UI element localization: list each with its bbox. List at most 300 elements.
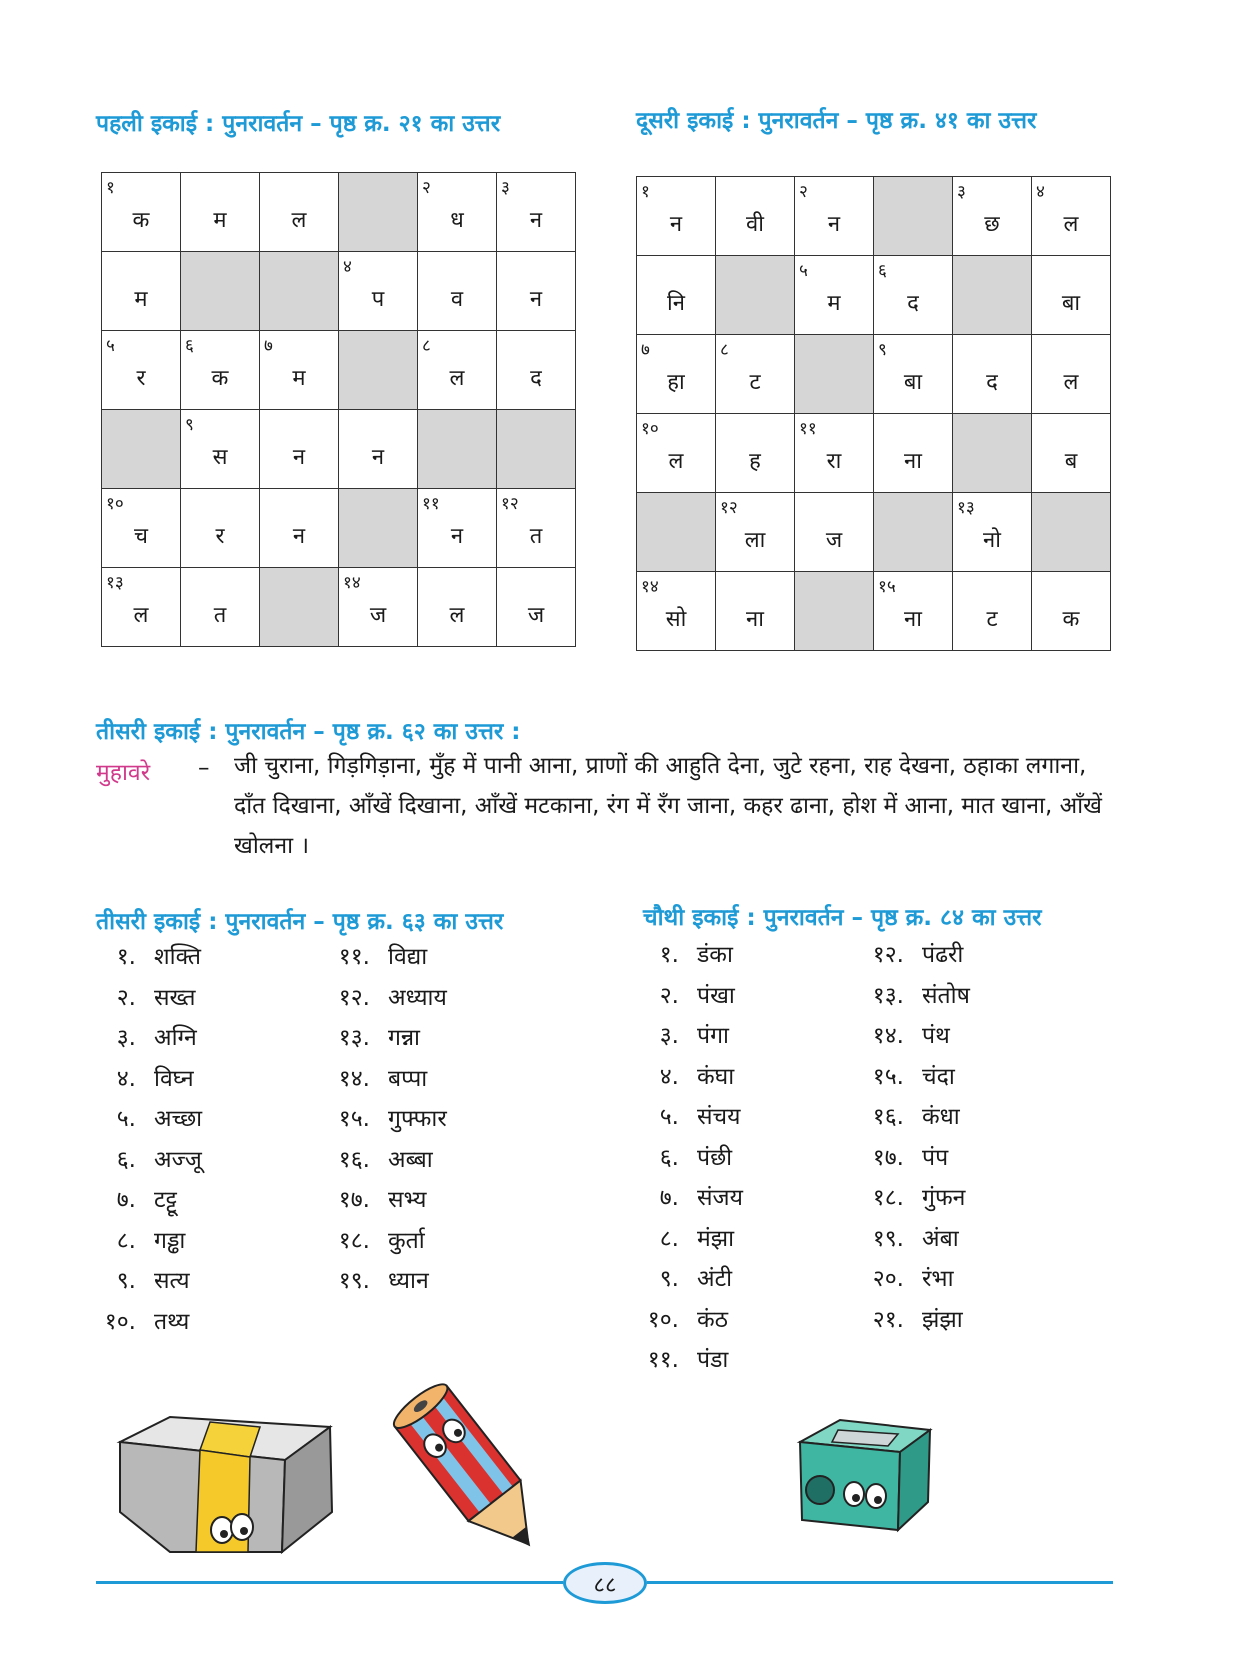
cell-letter: क — [211, 366, 229, 391]
list-item — [625, 1097, 743, 1138]
grid-cell — [260, 410, 339, 489]
grid-cell — [716, 335, 795, 414]
blocked-cell — [953, 256, 1032, 335]
item-word: गुफ्फार — [388, 1106, 447, 1132]
cell-letter: न — [292, 445, 306, 470]
grid-cell — [497, 489, 576, 568]
cell-letter: ल — [449, 603, 465, 628]
list-item — [850, 1138, 970, 1179]
item-word: विघ्न — [154, 1065, 194, 1092]
blocked-cell — [339, 489, 418, 568]
clue-number: १५ — [878, 577, 896, 597]
cell-letter: ला — [744, 528, 766, 553]
grid-cell — [260, 489, 339, 568]
clue-number: ५ — [799, 261, 808, 281]
cell-letter: बा — [903, 370, 923, 395]
cell-letter: ल — [291, 208, 307, 233]
grid-cell — [953, 572, 1032, 651]
cell-letter: न — [371, 445, 385, 470]
cell-letter: म — [213, 208, 227, 233]
cell-letter: द — [530, 366, 542, 391]
item-number: १२. — [872, 942, 904, 968]
grid-cell — [181, 173, 260, 252]
item-word: ध्यान — [388, 1268, 429, 1294]
clue-number: ११ — [799, 419, 817, 439]
grid-cell — [339, 252, 418, 331]
blocked-cell — [795, 335, 874, 414]
item-number: १४. — [338, 1065, 370, 1092]
cell-letter: व — [450, 287, 464, 312]
grid-cell — [102, 173, 181, 252]
answer-list-63-col2 — [316, 937, 447, 1302]
heading-unit2-answer: दूसरी इकाई : पुनरावर्तन – पृष्ठ क्र. ४१ का उत्तर — [636, 108, 1037, 134]
cell-letter: ल — [449, 366, 465, 391]
item-number: ७. — [659, 1185, 679, 1211]
blocked-cell — [339, 173, 418, 252]
list-item — [316, 1221, 447, 1262]
item-number: १८. — [338, 1227, 370, 1254]
item-number: १८. — [872, 1185, 904, 1211]
cell-letter: क — [132, 208, 150, 233]
cell-letter: र — [215, 524, 225, 549]
heading-unit1-answer: पहली इकाई : पुनरावर्तन – पृष्ठ क्र. २१ का उत्तर — [96, 111, 501, 137]
clue-number: ५ — [106, 336, 115, 356]
grid-cell — [418, 331, 497, 410]
cell-letter: रा — [826, 449, 842, 474]
grid-cell — [716, 177, 795, 256]
clue-number: ८ — [720, 340, 729, 360]
grid-row — [637, 414, 1111, 493]
item-number: १९. — [872, 1225, 904, 1252]
item-number: २०. — [872, 1266, 904, 1292]
idioms-dash: – — [198, 755, 210, 781]
grid-row — [637, 572, 1111, 651]
list-item — [82, 1221, 202, 1262]
cell-letter: सो — [665, 607, 687, 632]
item-number: ५. — [116, 1106, 136, 1132]
clue-number: ६ — [878, 261, 887, 281]
clue-number: १० — [641, 419, 659, 439]
item-number: १५. — [338, 1106, 370, 1132]
blocked-cell — [1032, 493, 1111, 572]
item-word: गड्ढा — [154, 1227, 186, 1254]
blocked-cell — [181, 252, 260, 331]
item-number: १३. — [872, 982, 904, 1009]
cell-letter: ब — [1064, 449, 1078, 474]
grid-cell — [102, 252, 181, 331]
footer-rule-left — [96, 1581, 563, 1584]
blocked-cell — [953, 414, 1032, 493]
item-word: विद्या — [388, 944, 428, 970]
item-number: १३. — [338, 1025, 370, 1051]
grid-row — [102, 252, 576, 331]
grid-cell — [953, 493, 1032, 572]
list-item — [316, 1059, 447, 1100]
cell-letter: न — [669, 212, 683, 237]
clue-number: १ — [641, 182, 650, 202]
idioms-label: मुहावरे — [96, 760, 151, 786]
grid-cell — [795, 256, 874, 335]
answer-list-84-col1 — [625, 935, 743, 1381]
cell-letter: न — [529, 287, 543, 312]
grid-row — [102, 173, 576, 252]
clue-number: १२ — [720, 498, 738, 518]
list-item — [82, 1099, 202, 1140]
cell-letter: ल — [668, 449, 684, 474]
cell-letter: बा — [1061, 291, 1081, 316]
item-number: २. — [659, 982, 679, 1009]
grid-cell — [418, 489, 497, 568]
item-number: ८. — [659, 1225, 679, 1252]
grid-cell — [716, 572, 795, 651]
blocked-cell — [260, 568, 339, 647]
item-number: ९. — [116, 1268, 136, 1294]
blocked-cell — [716, 256, 795, 335]
cell-letter: ज — [369, 603, 387, 628]
item-word: कंठ — [697, 1306, 729, 1333]
grid-cell — [1032, 177, 1111, 256]
item-number: २१. — [872, 1306, 904, 1333]
blocked-cell — [874, 177, 953, 256]
item-number: ११. — [647, 1347, 679, 1373]
footer-rule-right — [647, 1581, 1113, 1584]
item-word: टट्टू — [154, 1187, 177, 1213]
grid-cell — [637, 256, 716, 335]
crossword-grid-unit1 — [101, 172, 576, 647]
grid-row — [102, 410, 576, 489]
cell-letter: ट — [986, 607, 998, 632]
clue-number: ८ — [422, 336, 431, 356]
item-number: २. — [116, 984, 136, 1011]
list-item — [316, 1140, 447, 1181]
clue-number: ६ — [185, 336, 194, 356]
cell-letter: न — [529, 208, 543, 233]
blocked-cell — [637, 493, 716, 572]
heading-unit3-page62: तीसरी इकाई : पुनरावर्तन – पृष्ठ क्र. ६२ का उत्तर : — [96, 719, 521, 745]
list-item — [316, 937, 447, 978]
item-word: झंझा — [922, 1306, 963, 1333]
clue-number: १४ — [641, 577, 659, 597]
item-word: रंभा — [922, 1266, 954, 1292]
list-item — [82, 1059, 202, 1100]
item-word: गुंफन — [922, 1185, 966, 1211]
heading-unit4-page84: चौथी इकाई : पुनरावर्तन – पृष्ठ क्र. ८४ का उत्तर — [643, 905, 1042, 931]
list-item — [82, 1018, 202, 1059]
item-number: ८. — [116, 1227, 136, 1254]
grid-cell — [181, 568, 260, 647]
list-item — [625, 935, 743, 976]
list-item — [850, 976, 970, 1017]
item-word: अज्जू — [154, 1146, 202, 1173]
item-number: ४. — [116, 1065, 136, 1092]
item-word: अब्बा — [388, 1146, 433, 1173]
item-number: ७. — [116, 1187, 136, 1213]
grid-cell — [497, 252, 576, 331]
cell-letter: न — [450, 524, 464, 549]
list-item — [850, 1097, 970, 1138]
clue-number: ४ — [343, 257, 352, 277]
list-item — [625, 1340, 743, 1381]
item-number: १०. — [104, 1308, 136, 1335]
item-number: १६. — [338, 1146, 370, 1173]
list-item — [82, 1302, 202, 1343]
cell-letter: ना — [904, 607, 922, 632]
list-item — [625, 976, 743, 1017]
item-number: ५. — [659, 1104, 679, 1130]
item-word: पंथ — [922, 1023, 950, 1049]
grid-cell — [1032, 256, 1111, 335]
item-number: १७. — [872, 1144, 904, 1171]
idioms-text: जी चुराना, गिड़गिड़ाना, मुँह में पानी आना, प्राणों की आहुति देना, जुटे रहना, राह देखना, ठहाका लगाना, दाँत दिखाना, आँखें दिखाना, आँखें मटकाना, रंग में रँग जाना, कहर ढाना, होश में आना, मात खाना, आँखें खोलना । — [234, 753, 1102, 859]
list-item — [625, 1138, 743, 1179]
list-item — [82, 1140, 202, 1181]
item-word: सभ्य — [388, 1187, 427, 1213]
item-word: बप्पा — [388, 1065, 428, 1092]
list-item — [625, 1300, 743, 1341]
item-word: पंछी — [697, 1144, 733, 1171]
cell-letter: ल — [1063, 212, 1079, 237]
cell-letter: ट — [749, 370, 761, 395]
item-word: पंगा — [697, 1023, 729, 1049]
cell-letter: वी — [746, 212, 764, 237]
item-number: ९. — [659, 1266, 679, 1292]
grid-cell — [874, 414, 953, 493]
item-number: ६. — [659, 1144, 679, 1171]
item-word: संचय — [697, 1104, 741, 1130]
item-number: १५. — [872, 1063, 904, 1090]
grid-cell — [339, 410, 418, 489]
blocked-cell — [795, 572, 874, 651]
cell-letter: छ — [984, 212, 1000, 237]
list-item — [316, 1099, 447, 1140]
list-item — [850, 1178, 970, 1219]
list-item — [316, 1261, 447, 1302]
item-word: अंटी — [697, 1266, 733, 1292]
item-number: १०. — [647, 1306, 679, 1333]
item-word: मंझा — [697, 1225, 735, 1252]
item-word: संतोष — [922, 982, 970, 1009]
grid-row — [637, 335, 1111, 414]
cell-letter: नि — [667, 291, 685, 316]
grid-row — [102, 489, 576, 568]
blocked-cell — [874, 493, 953, 572]
grid-cell — [339, 568, 418, 647]
list-item — [316, 1180, 447, 1221]
clue-number: १२ — [501, 494, 519, 514]
blocked-cell — [339, 331, 418, 410]
clue-number: ११ — [422, 494, 440, 514]
item-number: १. — [116, 944, 136, 970]
list-item — [850, 1300, 970, 1341]
cell-letter: र — [136, 366, 146, 391]
grid-row — [637, 256, 1111, 335]
cell-letter: म — [134, 287, 148, 312]
cell-letter: न — [292, 524, 306, 549]
clue-number: ७ — [264, 336, 273, 356]
blocked-cell — [497, 410, 576, 489]
page-number: ८८ — [563, 1562, 647, 1604]
list-item — [82, 1180, 202, 1221]
list-item — [82, 937, 202, 978]
clue-number: १० — [106, 494, 124, 514]
item-word: पंप — [922, 1144, 949, 1171]
grid-cell — [874, 572, 953, 651]
grid-cell — [260, 331, 339, 410]
crossword-grid-unit2 — [636, 176, 1111, 651]
grid-cell — [795, 493, 874, 572]
clue-number: १३ — [957, 498, 975, 518]
item-word: संजय — [697, 1185, 743, 1211]
item-number: ३. — [116, 1025, 136, 1051]
cell-letter: च — [134, 524, 148, 549]
pencil-icon — [390, 1374, 570, 1574]
cell-letter: ज — [825, 528, 843, 553]
cell-letter: ना — [746, 607, 764, 632]
grid-cell — [181, 489, 260, 568]
item-word: अंबा — [922, 1225, 959, 1252]
grid-cell — [102, 568, 181, 647]
cell-letter: क — [1062, 607, 1080, 632]
cell-letter: त — [213, 603, 227, 628]
grid-cell — [102, 489, 181, 568]
item-word: कंधा — [922, 1104, 960, 1130]
item-number: १४. — [872, 1023, 904, 1049]
list-item — [850, 935, 970, 976]
list-item — [82, 1261, 202, 1302]
item-number: ४. — [659, 1063, 679, 1090]
cell-letter: प — [371, 287, 385, 312]
grid-cell — [716, 493, 795, 572]
grid-cell — [497, 173, 576, 252]
cell-letter: ल — [1063, 370, 1079, 395]
sharpener-icon — [780, 1412, 940, 1542]
item-number: १७. — [338, 1187, 370, 1213]
grid-row — [102, 331, 576, 410]
clue-number: २ — [422, 178, 431, 198]
clue-number: ७ — [641, 340, 650, 360]
clue-number: १३ — [106, 573, 124, 593]
list-item — [625, 1016, 743, 1057]
grid-cell — [953, 335, 1032, 414]
list-item — [850, 1057, 970, 1098]
clue-number: ९ — [185, 415, 194, 435]
grid-cell — [418, 568, 497, 647]
item-word: अच्छा — [154, 1106, 203, 1132]
cell-letter: त — [529, 524, 543, 549]
item-word: पंडा — [697, 1347, 729, 1373]
list-item — [850, 1016, 970, 1057]
list-item — [850, 1219, 970, 1260]
item-number: ६. — [116, 1146, 136, 1173]
clue-number: १४ — [343, 573, 361, 593]
grid-cell — [418, 252, 497, 331]
item-word: पंढरी — [922, 942, 964, 968]
cell-letter: नो — [983, 528, 1001, 553]
cell-letter: न — [827, 212, 841, 237]
clue-number: २ — [799, 182, 808, 202]
cell-letter: ना — [904, 449, 922, 474]
list-item — [316, 978, 447, 1019]
cell-letter: हा — [667, 370, 685, 395]
clue-number: ९ — [878, 340, 887, 360]
grid-cell — [497, 331, 576, 410]
item-word: कुर्ता — [388, 1227, 425, 1254]
grid-row — [637, 177, 1111, 256]
clue-number: ३ — [957, 182, 966, 202]
list-item — [625, 1178, 743, 1219]
item-word: पंखा — [697, 982, 735, 1009]
clue-number: ३ — [501, 178, 510, 198]
item-word: अग्नि — [154, 1025, 197, 1051]
cell-letter: म — [827, 291, 841, 316]
cell-letter: द — [907, 291, 919, 316]
item-word: सख्त — [154, 984, 196, 1011]
eraser-icon — [110, 1402, 340, 1562]
cell-letter: ध — [450, 208, 464, 233]
answer-list-84-col2 — [850, 935, 970, 1340]
blocked-cell — [260, 252, 339, 331]
item-word: तथ्य — [154, 1308, 190, 1335]
grid-cell — [1032, 414, 1111, 493]
heading-unit3-page63: तीसरी इकाई : पुनरावर्तन – पृष्ठ क्र. ६३ का उत्तर — [96, 909, 504, 935]
list-item — [850, 1259, 970, 1300]
grid-cell — [716, 414, 795, 493]
item-word: शक्ति — [154, 944, 202, 970]
item-word: चंदा — [922, 1063, 955, 1090]
item-number: १६. — [872, 1104, 904, 1130]
blocked-cell — [102, 410, 181, 489]
grid-cell — [1032, 572, 1111, 651]
cell-letter: स — [212, 445, 228, 470]
grid-row — [102, 568, 576, 647]
list-item — [82, 978, 202, 1019]
cell-letter: ह — [749, 449, 761, 474]
item-word: सत्य — [154, 1268, 190, 1294]
grid-cell — [637, 177, 716, 256]
item-word: गन्ना — [388, 1025, 421, 1051]
cell-letter: द — [986, 370, 998, 395]
grid-cell — [181, 331, 260, 410]
item-number: १९. — [338, 1268, 370, 1294]
grid-cell — [795, 177, 874, 256]
grid-cell — [874, 256, 953, 335]
cell-letter: ल — [133, 603, 149, 628]
item-word: डंका — [697, 942, 733, 968]
grid-cell — [260, 173, 339, 252]
item-number: ३. — [659, 1023, 679, 1049]
cell-letter: म — [292, 366, 306, 391]
grid-cell — [637, 572, 716, 651]
grid-cell — [637, 414, 716, 493]
list-item — [625, 1057, 743, 1098]
blocked-cell — [418, 410, 497, 489]
item-number: ११. — [338, 944, 370, 970]
item-word: कंघा — [697, 1063, 735, 1090]
grid-cell — [181, 410, 260, 489]
cell-letter: ज — [527, 603, 545, 628]
clue-number: ४ — [1036, 182, 1045, 202]
grid-cell — [102, 331, 181, 410]
item-number: १. — [659, 942, 679, 968]
item-word: अध्याय — [388, 984, 447, 1011]
answer-list-63-col1 — [82, 937, 202, 1342]
grid-row — [637, 493, 1111, 572]
list-item — [625, 1259, 743, 1300]
grid-cell — [418, 173, 497, 252]
list-item — [316, 1018, 447, 1059]
grid-cell — [874, 335, 953, 414]
grid-cell — [953, 177, 1032, 256]
